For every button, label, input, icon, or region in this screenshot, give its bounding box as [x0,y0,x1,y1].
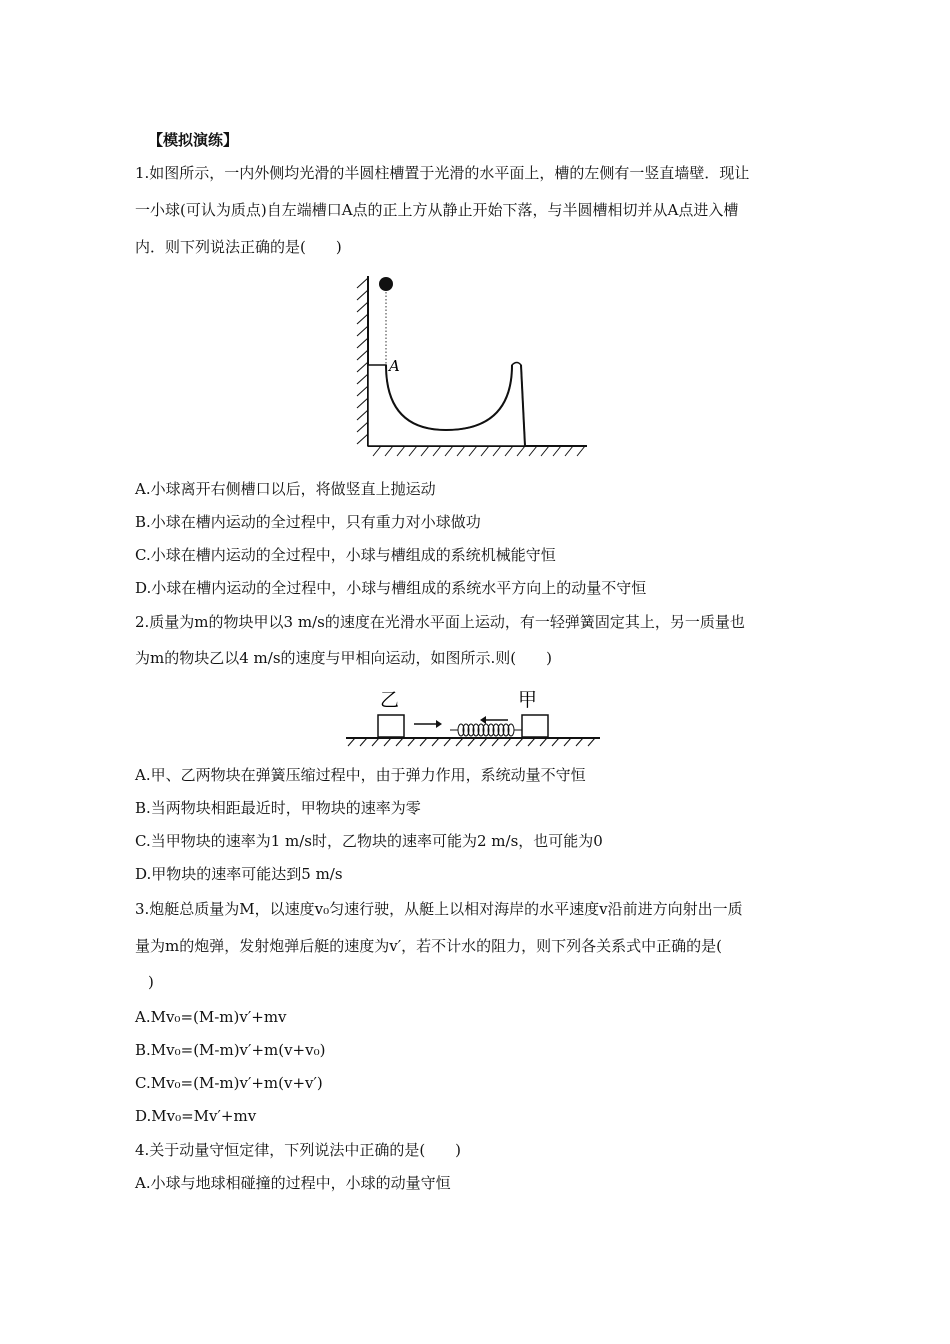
label-a: A [389,357,400,375]
q2-option-a: A.甲、乙两物块在弹簧压缩过程中，由于弹力作用，系统动量不守恒 [135,766,586,784]
q3-option-d: D.Mv₀=Mv′+mv [135,1107,257,1125]
q2-option-d: D.甲物块的速率可能达到5 m/s [135,865,343,883]
q2-text-line-1: 2.质量为m的物块甲以3 m/s的速度在光滑水平面上运动，有一轻弹簧固定其上，另一质量也 [135,613,745,631]
block-jia [522,715,548,737]
q1-option-c: C.小球在槽内运动的全过程中，小球与槽组成的系统机械能守恒 [135,546,556,564]
q1-text-line-3: 内．则下列说法正确的是( ) [135,238,342,256]
section-title: 【模拟演练】 [148,131,239,149]
q1-option-a: A.小球离开右侧槽口以后，将做竖直上抛运动 [135,480,436,498]
spring [450,724,522,736]
trough [368,363,525,447]
q1-option-d: D.小球在槽内运动的全过程中，小球与槽组成的系统水平方向上的动量不守恒 [135,579,647,597]
q3-option-a: A.Mv₀=(M-m)v′+mv [135,1008,287,1026]
ball [379,277,393,291]
label-jia: 甲 [518,689,538,711]
q2-option-b: B.当两物块相距最近时，甲物块的速率为零 [135,799,421,817]
q3-option-c: C.Mv₀=(M-m)v′+m(v+v′) [135,1074,323,1092]
block-yi [378,715,404,737]
q2-option-c: C.当甲物块的速率为1 m/s时，乙物块的速率可能为2 m/s，也可能为0 [135,832,603,850]
q1-text-line-2: 一小球(可认为质点)自左端槽口A点的正上方从静止开始下落，与半圆槽相切并从A点进入槽 [135,201,739,219]
q3-option-b: B.Mv₀=(M-m)v′+m(v+v₀) [135,1041,326,1059]
q1-text-line-1: 1.如图所示，一内外侧均光滑的半圆柱槽置于光滑的水平面上，槽的左侧有一竖直墙壁．现让 [135,164,750,182]
q2-figure-blocks-spring [342,684,604,748]
label-yi: 乙 [380,689,400,711]
q3-text-line-1: 3.炮艇总质量为M，以速度v₀匀速行驶，从艇上以相对海岸的水平速度v沿前进方向射出一质 [135,900,743,918]
q4-option-a: A.小球与地球相碰撞的过程中，小球的动量守恒 [135,1174,451,1192]
q2-text-line-2: 为m的物块乙以4 m/s的速度与甲相向运动，如图所示.则( ) [135,649,552,667]
q4-text-line-1: 4.关于动量守恒定律，下列说法中正确的是( ) [135,1141,462,1159]
q1-figure-semicircle-trough [355,268,595,458]
q1-option-b: B.小球在槽内运动的全过程中，只有重力对小球做功 [135,513,481,531]
q3-text-line-3: ) [148,973,154,991]
q3-text-line-2: 量为m的炮弹，发射炮弹后艇的速度为v′，若不计水的阻力，则下列各关系式中正确的是( [135,937,722,955]
